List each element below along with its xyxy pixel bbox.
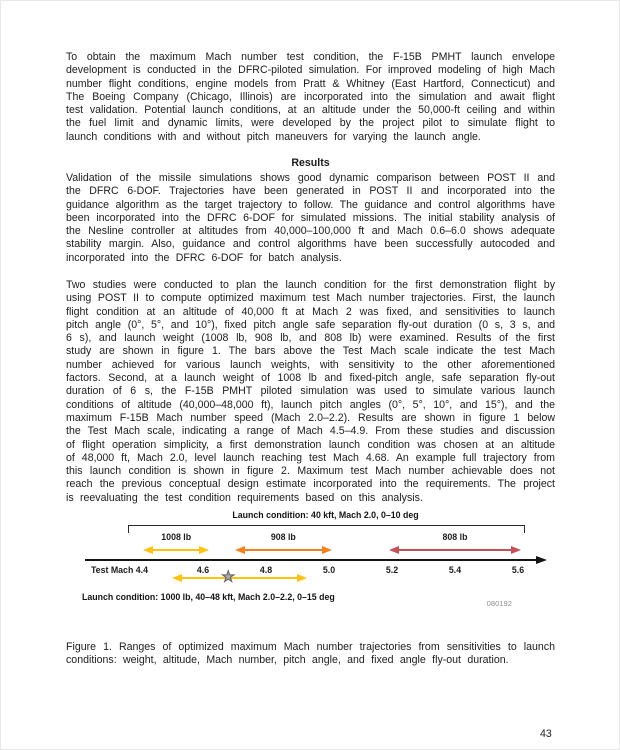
axis-tick-label: 4.8 xyxy=(259,565,273,575)
axis-tick-label: 4.6 xyxy=(196,565,210,575)
weight-label: 908 lb xyxy=(270,532,296,542)
arrow-head-right-icon xyxy=(322,546,332,554)
arrow-line xyxy=(242,549,326,552)
figure-1 xyxy=(0,505,620,625)
axis-origin-label: Test Mach 4.4 xyxy=(90,565,148,575)
arrow-line xyxy=(179,577,300,580)
arrow-head-right-icon xyxy=(199,546,209,554)
axis-tick-label: 5.4 xyxy=(448,565,462,575)
weight-label: 1008 lb xyxy=(161,532,192,542)
figure-id: 080192 xyxy=(486,599,512,608)
arrow-head-left-icon xyxy=(143,546,153,554)
paragraph-results: Validation of the missile simulations shows good dynamic comparison between POST II and the DFRC 6-DOF. Trajectories have been generated in POST II and incorporated into the guidance algorithm as the target trajectory to follow. The guidance and control algorithms have been incorporated into the DFRC 6-DOF for simulated missions. The initial stability analysis of the Nesline controller at altitudes from 40,000–100,000 ft and Mach 0.6–6.0 shows adequate stability margin. Also, guidance and control algorithms have been successfully autocoded and incorporated into the DFRC 6-DOF for batch analysis. xyxy=(66,172,555,264)
paragraph-studies: Two studies were conducted to plan the launch condition for the first demonstration flight by using POST II to compute optimized maximum test Mach number trajectories. First, the launch flight condition at an altitude of 40,000 ft at Mach 2 was fixed, and sensitivities to launch pitch angle (0°, 5°, and 10°), fixed pitch angle safe separation fly-out duration (0 s, 3 s, and 6 s), and launch weight (1008 lb, 908 lb, and 808 lb) were examined. Results of the first study are shown in figure 1. The bars above the Test Mach scale indicate the test Mach number achieved for various launch weights, with sensitivity to the other aforementioned factors. Second, at a launch weight of 1008 lb and fixed-pitch angle, safe separation fly-out duration of 6 s, the F-15B PMHT piloted simulation was used to simulate various launch conditions of altitude (40,000–48,000 ft), launch pitch angles (0°, 5°, 10°, and 15°), and the maximum F-15B Mach number speed (Mach 2.0–2.2). Results are shown in figure 1 below the Test Mach scale, indicating a range of Mach 4.5–4.9. From these studies and discussion of flight operation simplicity, a first demonstration launch condition was chosen at an altitude of 48,000 ft, Mach 2.0, level launch reaching test Mach 4.68. An example full trajectory from this launch condition is shown in figure 2. Maximum test Mach number achievable does not reach the previous conceptual design estimate incorporated into the requirements. The project is reevaluating the test condition requirements based on this analysis. xyxy=(66,279,555,504)
weight-label: 808 lb xyxy=(442,532,468,542)
figure-bottom-condition-label: Launch condition: 1000 lb, 40–48 kft, Mach 2.0–2.2, 0–15 deg xyxy=(82,592,335,602)
arrow-head-right-icon xyxy=(511,546,521,554)
axis-tick-label: 5.6 xyxy=(511,565,525,575)
test-mach-axis xyxy=(85,559,537,561)
axis-tick-label: 5.2 xyxy=(385,565,399,575)
arrow-head-right-icon xyxy=(297,574,307,582)
arrow-head-left-icon xyxy=(172,574,182,582)
arrow-line xyxy=(396,549,514,552)
arrow-head-left-icon xyxy=(235,546,245,554)
launch-condition-star-icon: ★ xyxy=(221,567,235,586)
axis-arrowhead-icon xyxy=(536,556,547,564)
figure-top-condition-label: Launch condition: 40 kft, Mach 2.0, 0–10 deg xyxy=(232,510,419,520)
results-heading: Results xyxy=(291,157,330,169)
page-number: 43 xyxy=(540,728,552,740)
figure-caption: Figure 1. Ranges of optimized maximum Mach number trajectories from sensitivities to launch conditions: weight, altitude, Mach number, pitch angle, and fixed angle fly-out duration. xyxy=(66,641,555,667)
paragraph-intro: To obtain the maximum Mach number test condition, the F-15B PMHT launch envelope development is conducted in the DFRC-piloted simulation. For improved modeling of high Mach number flight conditions, engine models from Pratt & Whitney (East Hartford, Connecticut) and The Boeing Company (Chicago, Illinois) are incorporated into the simulation and await flight test validation. Potential launch conditions, at an altitude under the 50,000-ft ceiling and within the fuel limit and dynamic limits, were developed by the project pilot to simulate flight to launch conditions with and without pitch maneuvers for varying the launch angle. xyxy=(66,51,555,143)
arrow-head-left-icon xyxy=(389,546,399,554)
arrow-line xyxy=(150,549,202,552)
axis-tick-label: 5.0 xyxy=(322,565,336,575)
